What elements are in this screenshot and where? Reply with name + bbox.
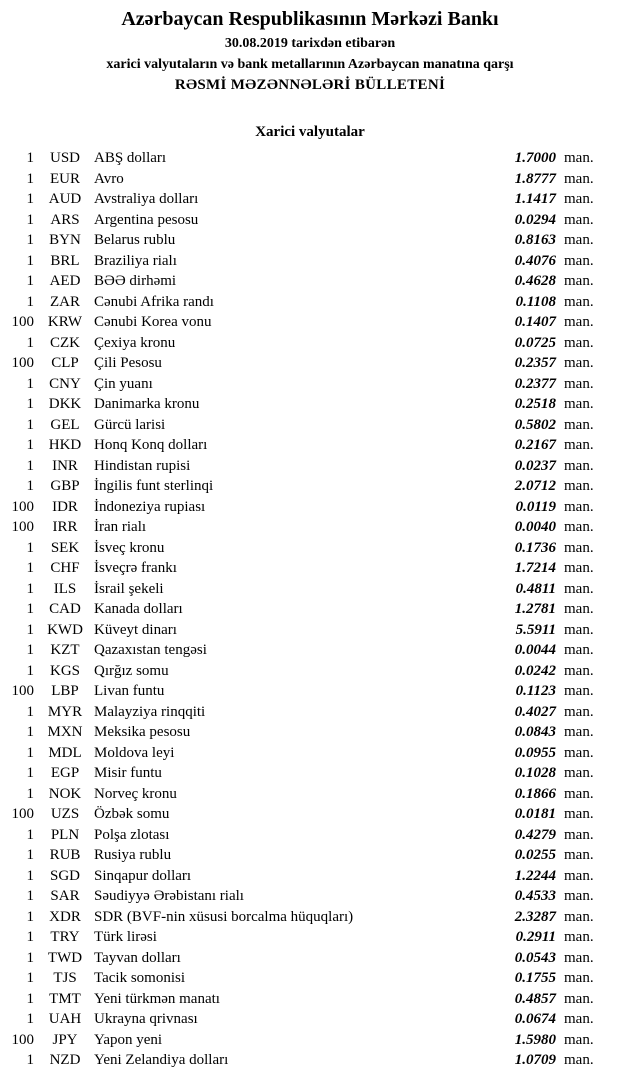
table-row — [8, 702, 600, 723]
table-row — [8, 825, 600, 846]
currency-name: Çexiya kronu — [94, 334, 176, 351]
currency-code: BYN — [49, 232, 81, 248]
table-row — [8, 927, 600, 948]
rate-value: 2.3287 — [514, 908, 556, 925]
currency-code: CNY — [49, 375, 81, 392]
header-subtitle: xarici valyutaların və bank metallarının Azərbaycan manatına qarşı — [106, 57, 514, 72]
currency-code: AED — [49, 273, 81, 289]
currency-name: İndoneziya rupiası — [94, 498, 206, 515]
rate-value: 0.4628 — [514, 273, 556, 289]
currency-code: JPY — [52, 1031, 78, 1048]
currency-code: TMT — [49, 990, 81, 1007]
currency-code: IDR — [52, 498, 78, 515]
rate-value: 0.0674 — [514, 1011, 556, 1027]
currency-name: Avstraliya dolları — [94, 191, 199, 207]
unit-label: man. — [564, 293, 594, 310]
currency-name: Argentina pesosu — [94, 211, 199, 228]
rate-value: 0.1736 — [514, 539, 556, 556]
quantity-value: 1 — [26, 662, 34, 679]
currency-name: Ukrayna qrivnası — [94, 1011, 198, 1027]
rate-value: 0.0181 — [514, 806, 556, 822]
quantity-value: 1 — [26, 560, 34, 576]
table-row — [8, 374, 600, 395]
currency-code: CHF — [50, 560, 80, 576]
rate-value: 1.5980 — [514, 1031, 556, 1048]
currency-name: Yapon yeni — [94, 1031, 163, 1048]
unit-label: man. — [564, 560, 594, 576]
table-row — [8, 292, 600, 313]
table-row — [8, 948, 600, 969]
rate-value: 0.0255 — [514, 847, 556, 863]
currency-name: Moldova leyi — [94, 744, 175, 761]
table-row — [8, 886, 600, 907]
currency-code: NOK — [48, 785, 82, 802]
unit-label: man. — [564, 437, 594, 453]
quantity-value: 1 — [26, 191, 34, 207]
table-row — [8, 620, 600, 641]
unit-label: man. — [564, 539, 594, 556]
quantity-value: 1 — [26, 765, 34, 781]
currency-name: Özbək somu — [94, 806, 170, 822]
quantity-value: 1 — [26, 1052, 34, 1068]
unit-label: man. — [564, 990, 594, 1007]
quantity-value: 1 — [26, 150, 34, 166]
currency-code: MDL — [48, 744, 82, 761]
unit-label: man. — [564, 683, 594, 699]
table-row — [8, 353, 600, 374]
currency-code: KGS — [49, 662, 80, 679]
rate-value: 0.2167 — [514, 437, 556, 453]
unit-label: man. — [564, 724, 594, 740]
table-row — [8, 784, 600, 805]
table-row — [8, 722, 600, 743]
rate-value: 0.4027 — [514, 703, 556, 720]
unit-label: man. — [564, 949, 594, 966]
table-row — [8, 210, 600, 231]
unit-label: man. — [564, 662, 594, 679]
quantity-value: 1 — [26, 293, 34, 310]
quantity-value: 1 — [26, 396, 34, 412]
table-row — [8, 394, 600, 415]
quantity-value: 1 — [26, 642, 34, 658]
currency-name: Avro — [94, 170, 124, 187]
unit-label: man. — [564, 252, 594, 269]
effective-date: 30.08.2019 tarixdən etibarən — [224, 36, 396, 51]
rate-value: 0.1123 — [515, 683, 556, 699]
unit-label: man. — [564, 314, 594, 330]
quantity-value: 1 — [26, 703, 34, 720]
unit-label: man. — [564, 744, 594, 761]
currency-name: İsveçrə frankı — [94, 560, 177, 576]
currency-name: Malayziya rinqqiti — [94, 703, 206, 720]
currency-name: Meksika pesosu — [94, 724, 191, 740]
quantity-value: 1 — [26, 273, 34, 289]
currency-name: Çin yuanı — [94, 375, 153, 392]
table-row — [8, 456, 600, 477]
rate-value: 0.5802 — [514, 416, 556, 433]
table-row — [8, 415, 600, 436]
table-row — [8, 661, 600, 682]
rate-value: 0.0725 — [514, 334, 556, 351]
currency-name: Qazaxıstan tengəsi — [94, 642, 207, 658]
table-row — [8, 1009, 600, 1030]
rate-value: 0.0044 — [514, 642, 556, 658]
currency-name: Yeni Zelandiya dolları — [94, 1052, 229, 1068]
unit-label: man. — [564, 334, 594, 351]
currency-code: XDR — [49, 908, 81, 925]
table-row — [8, 312, 600, 333]
unit-label: man. — [564, 1011, 594, 1027]
quantity-value: 1 — [26, 601, 34, 617]
bulletin-header — [0, 0, 620, 96]
rate-value: 0.2357 — [514, 355, 556, 371]
currency-name: Küveyt dinarı — [94, 621, 177, 638]
currency-name: İran rialı — [94, 519, 147, 535]
currency-code: RUB — [49, 847, 81, 863]
rate-value: 0.1407 — [514, 314, 556, 330]
unit-label: man. — [564, 929, 594, 945]
quantity-value: 1 — [26, 949, 34, 966]
currency-code: SEK — [50, 539, 80, 556]
table-row — [8, 907, 600, 928]
currency-name: Kanada dolları — [94, 601, 183, 617]
unit-label: man. — [564, 211, 594, 228]
currency-name: Tacik somonisi — [94, 970, 186, 986]
quantity-value: 1 — [26, 211, 34, 228]
unit-label: man. — [564, 498, 594, 515]
quantity-value: 1 — [26, 334, 34, 351]
quantity-value: 1 — [26, 375, 34, 392]
rate-value: 0.4533 — [514, 888, 556, 904]
unit-label: man. — [564, 847, 594, 863]
table-row — [8, 538, 600, 559]
currency-code: HKD — [48, 437, 82, 453]
currency-name: Tayvan dolları — [94, 949, 181, 966]
quantity-value: 1 — [26, 744, 34, 761]
table-row — [8, 517, 600, 538]
quantity-value: 100 — [11, 806, 34, 822]
table-row — [8, 333, 600, 354]
currency-name: Çili Pesosu — [94, 355, 162, 371]
rate-value: 0.1108 — [515, 293, 556, 310]
currency-code: NZD — [49, 1052, 81, 1068]
rate-value: 1.2781 — [514, 601, 556, 617]
table-row — [8, 1030, 600, 1051]
currency-name: İsveç kronu — [94, 539, 165, 556]
unit-label: man. — [564, 375, 594, 392]
unit-label: man. — [564, 396, 594, 412]
quantity-value: 1 — [26, 970, 34, 986]
currency-name: İsrail şekeli — [94, 580, 164, 597]
currency-name: ABŞ dolları — [94, 150, 167, 166]
table-row — [8, 989, 600, 1010]
table-row — [8, 189, 600, 210]
currency-name: Cənubi Korea vonu — [94, 314, 212, 330]
section-title: Xarici valyutalar — [255, 124, 365, 140]
currency-code: GEL — [50, 416, 80, 433]
currency-name: BƏƏ dirhəmi — [94, 273, 177, 289]
table-row — [8, 640, 600, 661]
currency-code: UAH — [48, 1011, 82, 1027]
currency-name: Danimarka kronu — [94, 396, 200, 412]
table-row — [8, 169, 600, 190]
unit-label: man. — [564, 765, 594, 781]
table-row — [8, 743, 600, 764]
currency-code: LBP — [51, 683, 79, 699]
rate-value: 0.1028 — [514, 765, 556, 781]
quantity-value: 1 — [26, 539, 34, 556]
rate-value: 0.2518 — [514, 396, 556, 412]
unit-label: man. — [564, 601, 594, 617]
currency-code: BRL — [50, 252, 80, 269]
quantity-value: 1 — [26, 478, 34, 494]
unit-label: man. — [564, 170, 594, 187]
currency-name: Rusiya rublu — [94, 847, 172, 863]
currency-name: Norveç kronu — [94, 785, 177, 802]
rate-value: 0.0237 — [514, 457, 556, 474]
table-row — [8, 1050, 600, 1071]
unit-label: man. — [564, 1052, 594, 1068]
quantity-value: 1 — [26, 785, 34, 802]
table-row — [8, 251, 600, 272]
table-row — [8, 435, 600, 456]
quantity-value: 1 — [26, 457, 34, 474]
unit-label: man. — [564, 970, 594, 986]
quantity-value: 100 — [11, 1031, 34, 1048]
currency-code: TJS — [53, 970, 77, 986]
unit-label: man. — [564, 232, 594, 248]
currency-name: Qırğız somu — [94, 662, 169, 679]
unit-label: man. — [564, 1031, 594, 1048]
currency-name: Səudiyyə Ərəbistanı rialı — [94, 888, 244, 904]
table-row — [8, 845, 600, 866]
currency-code: UZS — [50, 806, 80, 822]
table-row — [8, 763, 600, 784]
currency-code: CLP — [51, 355, 79, 371]
quantity-value: 1 — [26, 888, 34, 904]
rate-value: 0.1755 — [514, 970, 556, 986]
table-row — [8, 599, 600, 620]
rate-value: 1.1417 — [514, 191, 556, 207]
quantity-value: 1 — [26, 826, 34, 843]
quantity-value: 1 — [26, 580, 34, 597]
rate-value: 0.0040 — [514, 519, 556, 535]
quantity-value: 100 — [11, 498, 34, 515]
currency-code: KZT — [50, 642, 80, 658]
rate-value: 0.0955 — [514, 744, 556, 761]
quantity-value: 1 — [26, 232, 34, 248]
rate-value: 0.0294 — [514, 211, 556, 228]
currency-code: ZAR — [50, 293, 80, 310]
currency-code: MYR — [47, 703, 83, 720]
table-row — [8, 558, 600, 579]
table-row — [8, 271, 600, 292]
unit-label: man. — [564, 273, 594, 289]
rate-value: 0.8163 — [514, 232, 556, 248]
currency-name: İngilis funt sterlinqi — [94, 478, 214, 494]
quantity-value: 100 — [11, 683, 34, 699]
currency-code: EGP — [50, 765, 80, 781]
quantity-value: 1 — [26, 1011, 34, 1027]
currency-code: TWD — [47, 949, 83, 966]
currency-code: SGD — [49, 867, 80, 884]
quantity-value: 1 — [26, 929, 34, 945]
quantity-value: 100 — [11, 355, 34, 371]
currency-code: PLN — [50, 826, 80, 843]
currency-name: Polşa zlotası — [94, 826, 170, 843]
table-row — [8, 230, 600, 251]
unit-label: man. — [564, 785, 594, 802]
table-row — [8, 968, 600, 989]
unit-label: man. — [564, 150, 594, 166]
quantity-value: 1 — [26, 867, 34, 884]
unit-label: man. — [564, 806, 594, 822]
currency-name: Honq Konq dolları — [94, 437, 208, 453]
quantity-value: 1 — [26, 170, 34, 187]
rate-value: 5.5911 — [515, 621, 556, 638]
unit-label: man. — [564, 621, 594, 638]
rate-value: 0.4279 — [514, 826, 556, 843]
currency-code: TRY — [50, 929, 80, 945]
unit-label: man. — [564, 703, 594, 720]
rate-value: 1.0709 — [514, 1052, 556, 1068]
rate-value: 1.7214 — [514, 560, 556, 576]
rate-value: 1.7000 — [514, 150, 556, 166]
table-row — [8, 866, 600, 887]
currency-code: ARS — [50, 211, 80, 228]
quantity-value: 1 — [26, 416, 34, 433]
unit-label: man. — [564, 457, 594, 474]
currency-code: MXN — [47, 724, 83, 740]
quantity-value: 100 — [11, 519, 34, 535]
quantity-value: 1 — [26, 990, 34, 1007]
currency-code: CAD — [49, 601, 81, 617]
currency-code: KWD — [47, 621, 83, 638]
rate-value: 0.2377 — [514, 375, 556, 392]
quantity-value: 1 — [26, 437, 34, 453]
currency-code: IRR — [52, 519, 78, 535]
rate-value: 2.0712 — [514, 478, 556, 494]
unit-label: man. — [564, 908, 594, 925]
currency-code: DKK — [48, 396, 82, 412]
currency-code: KRW — [47, 314, 83, 330]
unit-label: man. — [564, 826, 594, 843]
currency-code: AUD — [48, 191, 82, 207]
rate-value: 1.8777 — [514, 170, 556, 187]
currency-name: Gürcü larisi — [94, 416, 166, 433]
unit-label: man. — [564, 191, 594, 207]
quantity-value: 1 — [26, 908, 34, 925]
rates-table — [0, 148, 620, 1071]
quantity-value: 1 — [26, 847, 34, 863]
table-row — [8, 681, 600, 702]
currency-code: CZK — [50, 334, 80, 351]
table-row — [8, 804, 600, 825]
currency-name: Misir funtu — [94, 765, 162, 781]
rate-value: 0.2911 — [515, 929, 556, 945]
currency-name: Belarus rublu — [94, 232, 176, 248]
rate-value: 0.0543 — [514, 949, 556, 966]
rate-value: 0.0119 — [515, 498, 556, 515]
quantity-value: 1 — [26, 724, 34, 740]
unit-label: man. — [564, 580, 594, 597]
unit-label: man. — [564, 355, 594, 371]
quantity-value: 1 — [26, 621, 34, 638]
table-row — [8, 476, 600, 497]
unit-label: man. — [564, 867, 594, 884]
currency-code: INR — [52, 457, 78, 474]
currency-name: Braziliya rialı — [94, 252, 177, 269]
currency-name: Livan funtu — [94, 683, 165, 699]
unit-label: man. — [564, 888, 594, 904]
rate-value: 0.4811 — [515, 580, 556, 597]
unit-label: man. — [564, 642, 594, 658]
currency-code: ILS — [53, 580, 77, 597]
unit-label: man. — [564, 519, 594, 535]
rate-value: 0.1866 — [514, 785, 556, 802]
currency-name: Cənubi Afrika randı — [94, 293, 214, 310]
table-row — [8, 579, 600, 600]
bulletin-title: RƏSMİ MƏZƏNNƏLƏRİ BÜLLETENİ — [174, 77, 446, 93]
currency-code: GBP — [50, 478, 80, 494]
rate-value: 0.0843 — [514, 724, 556, 740]
currency-code: USD — [49, 150, 80, 166]
currency-code: SAR — [50, 888, 80, 904]
currency-name: Türk lirəsi — [94, 929, 157, 945]
rate-value: 0.0242 — [514, 662, 556, 679]
quantity-value: 100 — [11, 314, 34, 330]
currency-name: Yeni türkmən manatı — [94, 990, 220, 1007]
unit-label: man. — [564, 416, 594, 433]
rate-value: 0.4076 — [514, 252, 556, 269]
unit-label: man. — [564, 478, 594, 494]
currency-code: EUR — [50, 170, 80, 187]
rate-value: 1.2244 — [514, 867, 556, 884]
currency-name: SDR (BVF-nin xüsusi borcalma hüquqları) — [94, 908, 354, 925]
currency-name: Hindistan rupisi — [94, 457, 191, 474]
rate-value: 0.4857 — [514, 990, 556, 1007]
table-row — [8, 148, 600, 169]
quantity-value: 1 — [26, 252, 34, 269]
currency-name: Sinqapur dolları — [94, 867, 192, 884]
table-row — [8, 497, 600, 518]
page-title: Azərbaycan Respublikasının Mərkəzi Bankı — [121, 8, 499, 30]
